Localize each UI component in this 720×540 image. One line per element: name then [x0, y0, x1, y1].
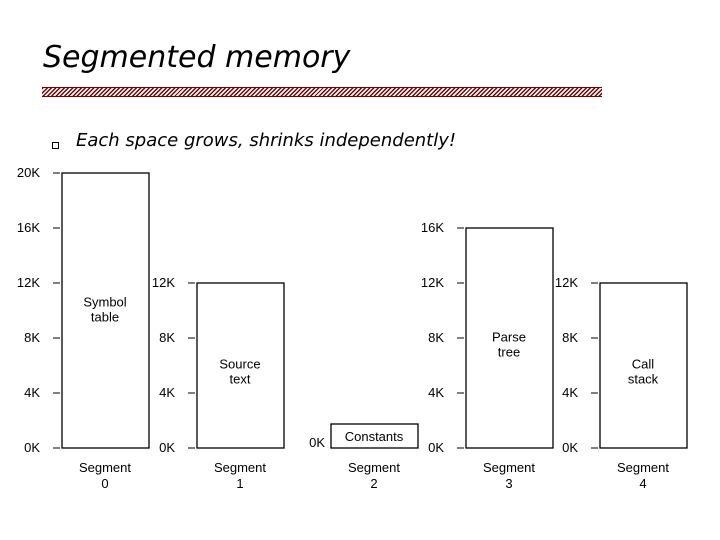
segment-4-content-label: stack	[627, 371, 659, 387]
segment-0-tick-label: 4K	[24, 385, 40, 400]
segment-0-number-label: 0	[101, 476, 109, 491]
segment-2-content-label: Constants	[344, 429, 404, 444]
segment-3-tick-label: 0K	[428, 440, 444, 455]
segment-0-tick-label: 20K	[16, 165, 40, 180]
segment-3-content-label: tree	[497, 344, 521, 360]
segment-1-tick-label: 12K	[151, 275, 175, 290]
segment-1-name-label: Segment	[213, 460, 267, 475]
segment-2-name-label: Segment	[347, 460, 401, 475]
segment-1-content-label: text	[229, 371, 251, 387]
segment-4-tick-label: 8K	[562, 330, 578, 345]
segment-3-tick-label: 16K	[420, 220, 444, 235]
segment-1-number-label: 1	[236, 476, 244, 491]
segment-0-tick-label: 16K	[16, 220, 40, 235]
segment-2-tick-label: 0K	[309, 435, 325, 450]
segment-0-content-label: table	[90, 309, 120, 325]
slide-title: Segmented memory	[43, 40, 351, 75]
segment-4-content-label: Call	[631, 356, 655, 372]
segment-0-tick-label: 0K	[24, 440, 40, 455]
segment-3-tick-label: 8K	[428, 330, 444, 345]
segment-1-tick-label: 4K	[159, 385, 175, 400]
segment-0-name-label: Segment	[78, 460, 132, 475]
segment-3-content-label: Parse	[492, 329, 526, 345]
segment-4-name-label: Segment	[616, 460, 670, 475]
segment-3-tick-label: 4K	[428, 385, 444, 400]
segment-0-tick-label: 12K	[16, 275, 40, 290]
segment-4-tick-label: 12K	[554, 275, 578, 290]
segment-4-tick-label: 0K	[562, 440, 578, 455]
segment-0-content-label: Symbol	[83, 294, 127, 310]
segment-3-number-label: 3	[505, 476, 513, 491]
segment-1-tick-label: 0K	[159, 440, 175, 455]
segment-3-tick-label: 12K	[420, 275, 444, 290]
segment-1-tick-label: 8K	[159, 330, 175, 345]
segment-0-tick-label: 8K	[24, 330, 40, 345]
segment-4-number-label: 4	[639, 476, 647, 491]
segment-1-content-label: Source	[219, 356, 261, 372]
segment-4-tick-label: 4K	[562, 385, 578, 400]
segment-3-name-label: Segment	[482, 460, 536, 475]
segment-2-number-label: 2	[370, 476, 378, 491]
bullet-text: Each space grows, shrinks independently!	[76, 130, 457, 151]
